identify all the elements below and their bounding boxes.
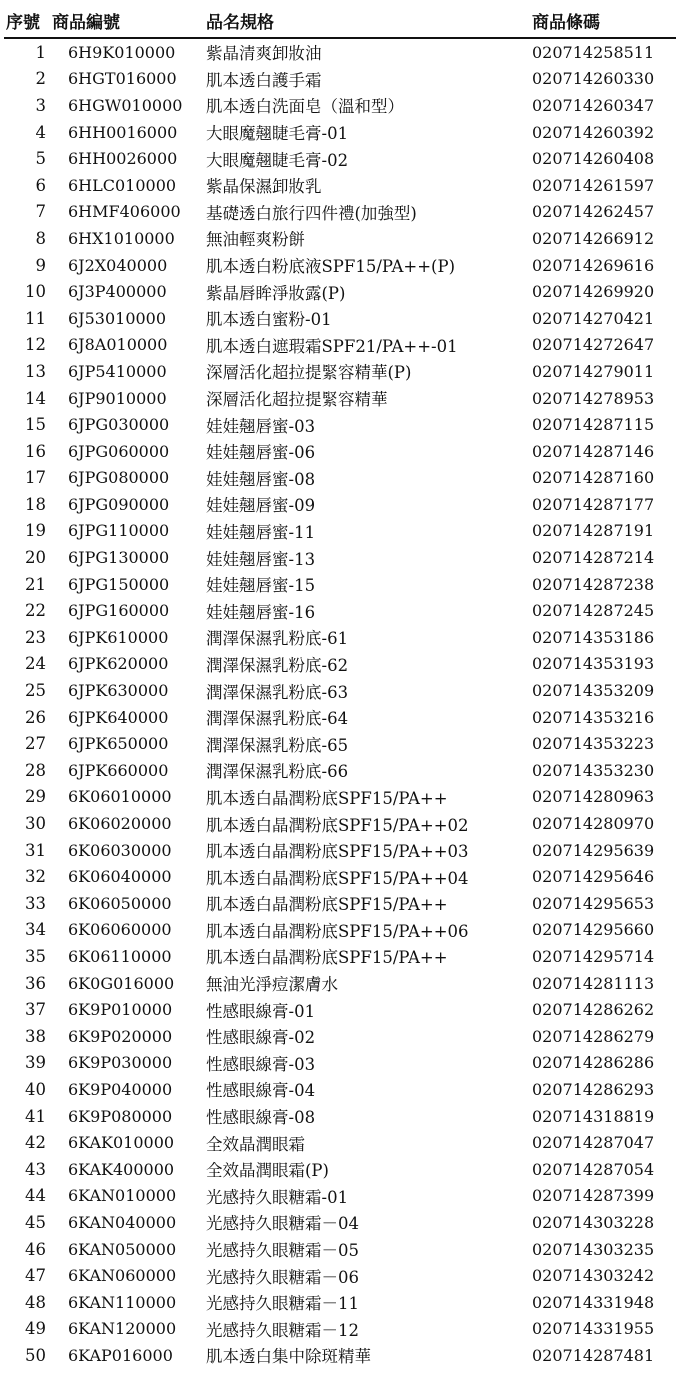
row-seq: 37 bbox=[25, 1000, 46, 1020]
row-name: 基礎透白旅行四件禮(加強型) bbox=[206, 203, 417, 223]
row-barcode: 020714287160 bbox=[532, 468, 655, 488]
row-barcode: 020714286262 bbox=[532, 1000, 655, 1020]
row-barcode: 020714331948 bbox=[532, 1292, 655, 1312]
row-name: 光感持久眼糖霜－06 bbox=[206, 1267, 359, 1287]
row-seq: 35 bbox=[25, 946, 46, 966]
table-header bbox=[4, 8, 676, 38]
table-row bbox=[4, 305, 676, 332]
row-code: 6K9P040000 bbox=[68, 1079, 173, 1099]
row-code: 6K06050000 bbox=[68, 893, 172, 913]
row-code: 6K06020000 bbox=[68, 814, 172, 834]
row-code: 6KAK400000 bbox=[68, 1159, 175, 1179]
row-code: 6HLC010000 bbox=[68, 175, 177, 195]
row-code: 6JPG130000 bbox=[68, 548, 170, 568]
table-row bbox=[4, 92, 676, 119]
row-seq: 44 bbox=[25, 1186, 46, 1206]
table-row bbox=[4, 225, 676, 252]
row-barcode: 020714260347 bbox=[532, 95, 655, 115]
table-row bbox=[4, 66, 676, 93]
row-seq: 36 bbox=[25, 973, 46, 993]
row-name: 娃娃翹唇蜜-03 bbox=[206, 416, 316, 436]
row-name: 肌本透白晶潤粉底SPF15/PA++ bbox=[206, 948, 448, 968]
row-name: 無油輕爽粉餅 bbox=[206, 230, 305, 250]
row-barcode: 020714295639 bbox=[532, 840, 655, 860]
row-barcode: 020714353223 bbox=[532, 734, 655, 754]
table-row bbox=[4, 1183, 676, 1210]
row-seq: 29 bbox=[25, 787, 46, 807]
row-code: 6K06010000 bbox=[68, 787, 172, 807]
row-name: 潤澤保濕乳粉底-61 bbox=[206, 629, 349, 649]
table-row bbox=[4, 677, 676, 704]
row-code: 6JP5410000 bbox=[68, 361, 167, 381]
row-seq: 14 bbox=[25, 388, 46, 408]
row-name: 潤澤保濕乳粉底-64 bbox=[206, 709, 349, 729]
row-barcode: 020714286286 bbox=[532, 1053, 655, 1073]
row-barcode: 020714287245 bbox=[532, 601, 655, 621]
row-code: 6HH0026000 bbox=[68, 149, 178, 169]
row-barcode: 020714280963 bbox=[532, 787, 655, 807]
row-barcode: 020714287214 bbox=[532, 548, 655, 568]
row-barcode: 020714318819 bbox=[532, 1106, 655, 1126]
row-seq: 39 bbox=[25, 1053, 46, 1073]
row-barcode: 020714279011 bbox=[532, 361, 655, 381]
row-seq: 3 bbox=[35, 95, 46, 115]
row-code: 6K06110000 bbox=[68, 946, 172, 966]
row-code: 6HH0016000 bbox=[68, 122, 178, 142]
row-seq: 16 bbox=[25, 441, 46, 461]
row-code: 6K06040000 bbox=[68, 867, 172, 887]
table-row bbox=[4, 1129, 676, 1156]
row-seq: 10 bbox=[25, 282, 46, 302]
product-table bbox=[4, 8, 676, 1369]
row-code: 6K06060000 bbox=[68, 920, 172, 940]
row-name: 娃娃翹唇蜜-16 bbox=[206, 602, 316, 622]
row-name: 肌本透白集中除斑精華 bbox=[206, 1347, 371, 1367]
table-row bbox=[4, 651, 676, 678]
table-row bbox=[4, 411, 676, 438]
table-row bbox=[4, 1156, 676, 1183]
row-code: 6J2X040000 bbox=[68, 255, 168, 275]
row-barcode: 020714331955 bbox=[532, 1319, 655, 1339]
row-code: 6JPK660000 bbox=[68, 760, 169, 780]
row-name: 肌本透白洗面皂（溫和型） bbox=[206, 97, 404, 117]
row-code: 6H9K010000 bbox=[68, 42, 176, 62]
row-code: 6KAK010000 bbox=[68, 1133, 175, 1153]
row-name: 娃娃翹唇蜜-06 bbox=[206, 443, 316, 463]
row-name: 光感持久眼糖霜－05 bbox=[206, 1241, 359, 1261]
row-name: 肌本透白護手霜 bbox=[206, 70, 322, 90]
row-seq: 28 bbox=[25, 760, 46, 780]
row-code: 6JPG160000 bbox=[68, 601, 170, 621]
row-name: 性感眼線膏-08 bbox=[206, 1108, 316, 1128]
row-seq: 8 bbox=[35, 228, 46, 248]
table-row bbox=[4, 810, 676, 837]
row-seq: 7 bbox=[35, 202, 46, 222]
table-row bbox=[4, 38, 676, 66]
row-barcode: 020714287238 bbox=[532, 574, 655, 594]
row-barcode: 020714287399 bbox=[532, 1186, 655, 1206]
row-name: 全效晶潤眼霜 bbox=[206, 1134, 305, 1154]
table-row bbox=[4, 837, 676, 864]
row-barcode: 020714287054 bbox=[532, 1159, 655, 1179]
row-barcode: 020714353230 bbox=[532, 760, 655, 780]
row-seq: 4 bbox=[35, 122, 46, 142]
row-name: 肌本透白晶潤粉底SPF15/PA++04 bbox=[206, 868, 469, 888]
row-name: 光感持久眼糖霜-01 bbox=[206, 1187, 349, 1207]
table-row bbox=[4, 784, 676, 811]
row-name: 娃娃翹唇蜜-11 bbox=[206, 522, 316, 542]
row-barcode: 020714278953 bbox=[532, 388, 655, 408]
row-barcode: 020714280970 bbox=[532, 814, 655, 834]
row-code: 6K9P020000 bbox=[68, 1026, 173, 1046]
row-barcode: 020714353193 bbox=[532, 654, 655, 674]
table-row bbox=[4, 970, 676, 997]
table-row bbox=[4, 199, 676, 226]
row-code: 6JP9010000 bbox=[68, 388, 167, 408]
row-name: 肌本透白晶潤粉底SPF15/PA++06 bbox=[206, 921, 469, 941]
row-code: 6KAN110000 bbox=[68, 1292, 177, 1312]
row-code: 6KAP016000 bbox=[68, 1345, 173, 1365]
row-name: 潤澤保濕乳粉底-65 bbox=[206, 735, 349, 755]
row-code: 6JPG030000 bbox=[68, 415, 170, 435]
table-body bbox=[4, 38, 676, 1369]
table-row bbox=[4, 1262, 676, 1289]
row-barcode: 020714287146 bbox=[532, 441, 655, 461]
row-barcode: 020714287115 bbox=[532, 415, 655, 435]
row-name: 光感持久眼糖霜－11 bbox=[206, 1294, 359, 1314]
row-seq: 27 bbox=[25, 734, 46, 754]
row-seq: 2 bbox=[35, 69, 46, 89]
row-code: 6JPG110000 bbox=[68, 521, 170, 541]
table-row bbox=[4, 943, 676, 970]
row-barcode: 020714287481 bbox=[532, 1345, 655, 1365]
row-seq: 18 bbox=[25, 494, 46, 514]
table-row bbox=[4, 704, 676, 731]
row-name: 光感持久眼糖霜－12 bbox=[206, 1320, 359, 1340]
row-barcode: 020714295646 bbox=[532, 867, 655, 887]
row-seq: 40 bbox=[25, 1079, 46, 1099]
row-name: 性感眼線膏-03 bbox=[206, 1054, 316, 1074]
table-row bbox=[4, 863, 676, 890]
row-name: 娃娃翹唇蜜-09 bbox=[206, 496, 316, 516]
table-row bbox=[4, 252, 676, 279]
row-code: 6JPK610000 bbox=[68, 627, 169, 647]
row-code: 6K06030000 bbox=[68, 840, 172, 860]
header-seq: 序號 bbox=[4, 8, 52, 38]
row-barcode: 020714260330 bbox=[532, 69, 655, 89]
row-name: 紫晶清爽卸妝油 bbox=[206, 44, 322, 64]
row-code: 6KAN040000 bbox=[68, 1212, 177, 1232]
row-name: 肌本透白粉底液SPF15/PA++(P) bbox=[206, 257, 456, 277]
row-barcode: 020714262457 bbox=[532, 202, 655, 222]
row-seq: 22 bbox=[25, 601, 46, 621]
row-seq: 47 bbox=[25, 1266, 46, 1286]
row-barcode: 020714287047 bbox=[532, 1133, 655, 1153]
table-row bbox=[4, 1342, 676, 1369]
row-name: 全效晶潤眼霜(P) bbox=[206, 1161, 329, 1181]
row-name: 深層活化超拉提緊容精華 bbox=[206, 390, 388, 410]
table-row bbox=[4, 145, 676, 172]
row-barcode: 020714269920 bbox=[532, 282, 655, 302]
row-seq: 13 bbox=[25, 361, 46, 381]
row-code: 6KAN120000 bbox=[68, 1319, 177, 1339]
table-row bbox=[4, 544, 676, 571]
table-row bbox=[4, 278, 676, 305]
table-row bbox=[4, 385, 676, 412]
row-seq: 12 bbox=[25, 335, 46, 355]
row-name: 娃娃翹唇蜜-13 bbox=[206, 549, 316, 569]
table-row bbox=[4, 1076, 676, 1103]
row-barcode: 020714286279 bbox=[532, 1026, 655, 1046]
row-barcode: 020714287191 bbox=[532, 521, 655, 541]
table-row bbox=[4, 491, 676, 518]
row-code: 6K9P080000 bbox=[68, 1106, 173, 1126]
table-row bbox=[4, 332, 676, 359]
table-row bbox=[4, 730, 676, 757]
row-name: 大眼魔翹睫毛膏-01 bbox=[206, 124, 349, 144]
table-row bbox=[4, 1023, 676, 1050]
row-seq: 31 bbox=[25, 840, 46, 860]
header-barcode: 商品條碼 bbox=[528, 8, 676, 38]
row-code: 6J8A010000 bbox=[68, 335, 168, 355]
row-barcode: 020714261597 bbox=[532, 175, 655, 195]
table-row bbox=[4, 1050, 676, 1077]
row-name: 大眼魔翹睫毛膏-02 bbox=[206, 150, 349, 170]
header-row bbox=[4, 8, 676, 38]
row-code: 6KAN050000 bbox=[68, 1239, 177, 1259]
table-row bbox=[4, 1289, 676, 1316]
table-row bbox=[4, 624, 676, 651]
row-code: 6K9P010000 bbox=[68, 1000, 173, 1020]
row-code: 6J3P400000 bbox=[68, 282, 167, 302]
row-seq: 9 bbox=[35, 255, 46, 275]
row-barcode: 020714260392 bbox=[532, 122, 655, 142]
row-barcode: 020714269616 bbox=[532, 255, 655, 275]
row-code: 6KAN010000 bbox=[68, 1186, 177, 1206]
row-seq: 17 bbox=[25, 468, 46, 488]
row-name: 娃娃翹唇蜜-08 bbox=[206, 469, 316, 489]
table-row bbox=[4, 518, 676, 545]
row-name: 潤澤保濕乳粉底-63 bbox=[206, 682, 349, 702]
row-code: 6JPK640000 bbox=[68, 707, 169, 727]
row-seq: 34 bbox=[25, 920, 46, 940]
row-barcode: 020714281113 bbox=[532, 973, 655, 993]
row-code: 6JPG090000 bbox=[68, 494, 170, 514]
row-seq: 45 bbox=[25, 1212, 46, 1232]
row-barcode: 020714303228 bbox=[532, 1212, 655, 1232]
header-code: 商品編號 bbox=[52, 8, 188, 38]
row-seq: 6 bbox=[35, 175, 46, 195]
row-barcode: 020714295660 bbox=[532, 920, 655, 940]
row-seq: 32 bbox=[25, 867, 46, 887]
table-row bbox=[4, 597, 676, 624]
row-barcode: 020714353216 bbox=[532, 707, 655, 727]
table-row bbox=[4, 438, 676, 465]
header-name: 品名規格 bbox=[188, 8, 528, 38]
row-barcode: 020714295714 bbox=[532, 946, 655, 966]
row-seq: 15 bbox=[25, 415, 46, 435]
row-code: 6KAN060000 bbox=[68, 1266, 177, 1286]
row-name: 性感眼線膏-01 bbox=[206, 1001, 316, 1021]
table-row bbox=[4, 1316, 676, 1343]
row-name: 性感眼線膏-02 bbox=[206, 1028, 316, 1048]
table-row bbox=[4, 996, 676, 1023]
table-row bbox=[4, 757, 676, 784]
row-name: 潤澤保濕乳粉底-66 bbox=[206, 762, 349, 782]
row-code: 6JPK630000 bbox=[68, 681, 169, 701]
row-name: 深層活化超拉提緊容精華(P) bbox=[206, 363, 412, 383]
row-seq: 20 bbox=[25, 548, 46, 568]
row-barcode: 020714303242 bbox=[532, 1266, 655, 1286]
row-barcode: 020714272647 bbox=[532, 335, 655, 355]
row-name: 無油光淨痘潔膚水 bbox=[206, 975, 338, 995]
row-seq: 19 bbox=[25, 521, 46, 541]
row-name: 肌本透白晶潤粉底SPF15/PA++02 bbox=[206, 815, 469, 835]
row-name: 肌本透白晶潤粉底SPF15/PA++ bbox=[206, 895, 448, 915]
row-barcode: 020714287177 bbox=[532, 494, 655, 514]
row-code: 6JPK650000 bbox=[68, 734, 169, 754]
table-row bbox=[4, 571, 676, 598]
row-seq: 50 bbox=[25, 1345, 46, 1365]
row-code: 6JPK620000 bbox=[68, 654, 169, 674]
row-seq: 33 bbox=[25, 893, 46, 913]
row-name: 肌本透白蜜粉-01 bbox=[206, 310, 332, 330]
row-code: 6JPG080000 bbox=[68, 468, 170, 488]
row-name: 光感持久眼糖霜－04 bbox=[206, 1214, 359, 1234]
row-barcode: 020714270421 bbox=[532, 308, 655, 328]
table-row bbox=[4, 1103, 676, 1130]
row-seq: 42 bbox=[25, 1133, 46, 1153]
row-seq: 49 bbox=[25, 1319, 46, 1339]
row-barcode: 020714286293 bbox=[532, 1079, 655, 1099]
row-seq: 48 bbox=[25, 1292, 46, 1312]
table-row bbox=[4, 172, 676, 199]
table-row bbox=[4, 358, 676, 385]
row-barcode: 020714353186 bbox=[532, 627, 655, 647]
table-row bbox=[4, 917, 676, 944]
row-code: 6HGW010000 bbox=[68, 95, 183, 115]
row-seq: 24 bbox=[25, 654, 46, 674]
row-code: 6JPG150000 bbox=[68, 574, 170, 594]
row-name: 潤澤保濕乳粉底-62 bbox=[206, 655, 349, 675]
row-seq: 23 bbox=[25, 627, 46, 647]
row-seq: 11 bbox=[25, 308, 46, 328]
row-name: 娃娃翹唇蜜-15 bbox=[206, 576, 316, 596]
row-seq: 21 bbox=[25, 574, 46, 594]
row-seq: 43 bbox=[25, 1159, 46, 1179]
row-seq: 5 bbox=[35, 149, 46, 169]
table-row bbox=[4, 890, 676, 917]
row-name: 紫晶唇眸淨妝露(P) bbox=[206, 283, 346, 303]
row-seq: 25 bbox=[25, 681, 46, 701]
row-barcode: 020714303235 bbox=[532, 1239, 655, 1259]
row-name: 肌本透白晶潤粉底SPF15/PA++ bbox=[206, 788, 448, 808]
row-seq: 30 bbox=[25, 814, 46, 834]
row-name: 性感眼線膏-04 bbox=[206, 1081, 316, 1101]
row-seq: 46 bbox=[25, 1239, 46, 1259]
table-row bbox=[4, 119, 676, 146]
row-seq: 26 bbox=[25, 707, 46, 727]
row-seq: 41 bbox=[25, 1106, 46, 1126]
row-barcode: 020714260408 bbox=[532, 149, 655, 169]
row-barcode: 020714258511 bbox=[532, 42, 655, 62]
row-barcode: 020714266912 bbox=[532, 228, 655, 248]
row-seq: 1 bbox=[35, 42, 46, 62]
row-code: 6JPG060000 bbox=[68, 441, 170, 461]
row-name: 肌本透白遮瑕霜SPF21/PA++-01 bbox=[206, 336, 458, 356]
row-code: 6K9P030000 bbox=[68, 1053, 173, 1073]
row-code: 6HGT016000 bbox=[68, 69, 177, 89]
table-row bbox=[4, 1209, 676, 1236]
row-barcode: 020714295653 bbox=[532, 893, 655, 913]
row-name: 紫晶保濕卸妝乳 bbox=[206, 177, 322, 197]
table-row bbox=[4, 465, 676, 492]
row-barcode: 020714353209 bbox=[532, 681, 655, 701]
row-code: 6K0G016000 bbox=[68, 973, 175, 993]
row-code: 6HX1010000 bbox=[68, 228, 175, 248]
row-code: 6HMF406000 bbox=[68, 202, 181, 222]
row-code: 6J53010000 bbox=[68, 308, 167, 328]
row-seq: 38 bbox=[25, 1026, 46, 1046]
table-row bbox=[4, 1236, 676, 1263]
row-name: 肌本透白晶潤粉底SPF15/PA++03 bbox=[206, 842, 469, 862]
